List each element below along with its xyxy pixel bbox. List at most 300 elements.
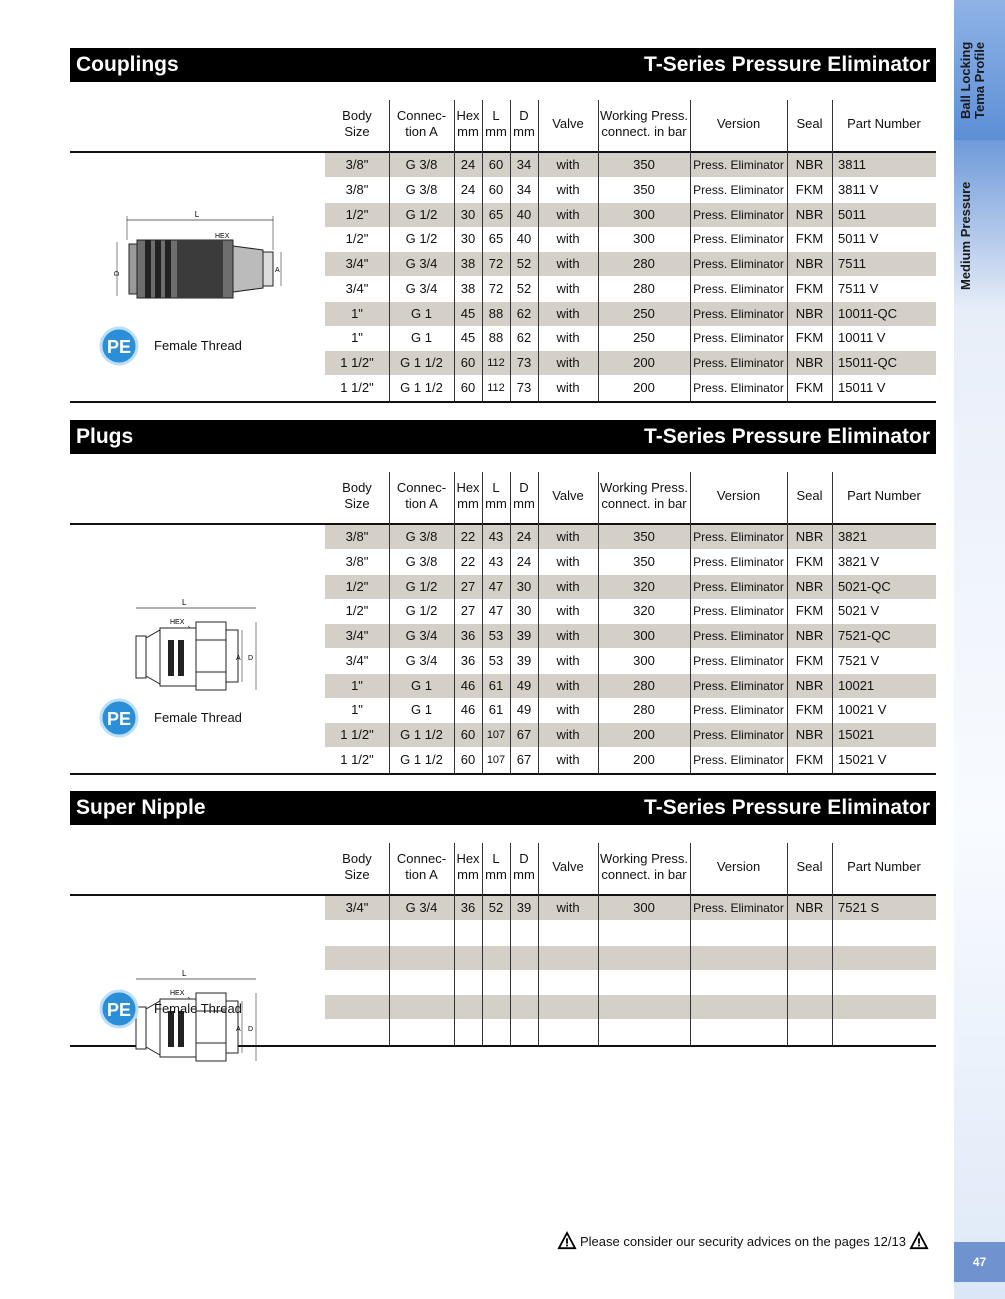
column-header-line: Working Press. <box>600 850 688 866</box>
pe-badge-icon <box>98 325 140 367</box>
column-divider <box>454 843 455 1045</box>
cell-version: Press. Eliminator <box>693 530 784 544</box>
cell-body-size: 3/4" <box>345 280 369 296</box>
cell-d: 49 <box>516 677 532 693</box>
cell-l: 53 <box>488 652 504 668</box>
section-subtitle: T-Series Pressure Eliminator <box>644 425 930 448</box>
column-header-line: mm <box>457 123 479 139</box>
column-header-line: Part Number <box>847 487 921 503</box>
column-header-line: mm <box>485 866 507 882</box>
security-notice <box>558 1232 928 1250</box>
table-row[interactable] <box>325 1020 936 1044</box>
svg-text:L: L <box>182 598 187 607</box>
cell-l: 61 <box>488 702 504 718</box>
cell-l: 47 <box>488 578 504 594</box>
cell-l: 61 <box>488 677 504 693</box>
cell-part-number <box>832 946 942 970</box>
cell-body-size: 3/8" <box>345 181 369 197</box>
warning-icon <box>910 1232 928 1250</box>
cell-valve: with <box>556 603 580 619</box>
cell-d: 67 <box>516 727 532 742</box>
column-header-version <box>690 100 787 147</box>
column-header-l <box>482 843 510 890</box>
cell-body-size <box>325 921 389 945</box>
cell-connection: G 3/8 <box>405 553 438 569</box>
column-header-line: mm <box>485 123 507 139</box>
cell-body-size: 1" <box>351 305 363 321</box>
column-header-line: connect. in bar <box>601 866 687 882</box>
cell-seal: NBR <box>795 677 824 693</box>
cell-working-press: 300 <box>633 206 655 222</box>
table-rule <box>70 401 936 403</box>
tab-medium-pressure-label: Medium Pressure <box>958 181 973 290</box>
cell-valve: with <box>556 305 580 321</box>
cell-part-number: 3821 V <box>838 553 880 569</box>
cell-connection <box>389 921 454 945</box>
cell-valve <box>538 946 598 970</box>
table-row[interactable] <box>325 748 936 772</box>
cell-d: 30 <box>516 603 532 619</box>
column-divider <box>598 472 599 773</box>
cell-connection: G 3/4 <box>405 256 438 271</box>
cell-hex: 30 <box>460 231 476 247</box>
cell-valve: with <box>556 379 580 395</box>
column-divider <box>538 843 539 1045</box>
column-divider <box>832 472 833 773</box>
cell-hex: 60 <box>460 355 476 370</box>
table-row[interactable] <box>325 723 936 747</box>
cell-part-number: 15021 <box>838 727 875 742</box>
cell-l: 52 <box>488 900 504 915</box>
cell-d <box>510 1020 538 1044</box>
table-row[interactable] <box>325 326 936 350</box>
cell-working-press: 300 <box>633 900 655 915</box>
table-row[interactable] <box>325 624 936 648</box>
cell-l: 112 <box>487 381 505 394</box>
cell-connection: G 1 1/2 <box>400 355 443 370</box>
column-header-working-press <box>598 100 690 147</box>
cell-d <box>510 946 538 970</box>
table-rule <box>70 773 936 775</box>
section-title: Couplings <box>76 53 179 76</box>
cell-body-size: 3/8" <box>345 529 369 544</box>
column-divider <box>787 100 788 401</box>
cell-version <box>690 921 787 945</box>
column-header-hex <box>454 472 482 519</box>
cell-l <box>482 1020 510 1044</box>
cell-seal <box>787 970 832 994</box>
cell-valve: with <box>556 529 580 544</box>
cell-seal: FKM <box>795 181 824 197</box>
column-header-line: Size <box>344 495 370 511</box>
column-header-line: connect. in bar <box>601 495 687 511</box>
column-header-line: mm <box>485 495 507 511</box>
cell-body-size: 3/4" <box>345 628 369 643</box>
cell-seal: FKM <box>795 280 824 296</box>
cell-hex: 27 <box>460 578 476 594</box>
cell-valve <box>538 921 598 945</box>
table-row[interactable] <box>325 649 936 673</box>
column-header-part-number <box>832 843 936 890</box>
svg-text:A: A <box>236 655 241 662</box>
column-header-line: Connec- <box>396 107 447 123</box>
cell-version <box>690 1020 787 1044</box>
cell-seal: FKM <box>795 330 824 346</box>
cell-d: 62 <box>516 330 532 346</box>
column-header-connection <box>389 472 454 519</box>
column-header-working-press <box>598 843 690 890</box>
column-divider <box>538 100 539 401</box>
cell-seal: FKM <box>795 751 824 767</box>
pe-badge-text: PE <box>106 337 132 357</box>
column-header-line: tion A <box>405 866 438 882</box>
cell-d: 62 <box>516 305 532 321</box>
cell-hex: 22 <box>460 553 476 569</box>
cell-seal: NBR <box>795 157 824 172</box>
cell-seal: NBR <box>795 206 824 222</box>
cell-body-size <box>325 995 389 1019</box>
section-subtitle: T-Series Pressure Eliminator <box>644 796 930 819</box>
column-header-line: Body <box>342 107 372 123</box>
cell-part-number <box>832 995 942 1019</box>
cell-hex <box>454 1020 482 1044</box>
table-row[interactable] <box>325 550 936 574</box>
column-header-line: Hex <box>456 107 480 123</box>
cell-body-size: 1 1/2" <box>340 379 374 395</box>
cell-l: 65 <box>488 206 504 222</box>
cell-l <box>482 946 510 970</box>
svg-text:D: D <box>248 1026 254 1033</box>
cell-d: 34 <box>516 181 532 197</box>
cell-valve: with <box>556 330 580 346</box>
cell-valve: with <box>556 677 580 693</box>
cell-seal: NBR <box>795 529 824 544</box>
cell-part-number: 15021 V <box>838 751 887 767</box>
column-divider <box>690 472 691 773</box>
coupling-drawing <box>115 210 285 310</box>
cell-connection <box>389 995 454 1019</box>
security-notice-text: Please consider our security advices on the pages 12/13 <box>580 1233 906 1249</box>
cell-version: Press. Eliminator <box>693 579 784 594</box>
column-header-body-size <box>325 100 389 147</box>
cell-working-press: 280 <box>633 702 655 718</box>
cell-hex: 24 <box>460 157 476 172</box>
cell-connection: G 1 <box>411 305 432 321</box>
cell-valve <box>538 1020 598 1044</box>
tab-medium-pressure[interactable] <box>954 140 1005 1280</box>
cell-hex: 30 <box>460 206 476 222</box>
cell-seal <box>787 1020 832 1044</box>
cell-d: 73 <box>516 355 532 370</box>
column-header-line: mm <box>457 495 479 511</box>
column-header-connection <box>389 843 454 890</box>
cell-connection: G 1 1/2 <box>400 751 443 767</box>
cell-connection: G 3/8 <box>405 529 438 544</box>
cell-working-press: 280 <box>633 677 655 693</box>
cell-body-size: 1/2" <box>345 603 369 619</box>
column-header-valve <box>538 100 598 147</box>
cell-seal: NBR <box>795 727 824 742</box>
cell-working-press: 320 <box>633 578 655 594</box>
cell-hex <box>454 995 482 1019</box>
cell-body-size <box>325 970 389 994</box>
cell-valve: with <box>556 231 580 247</box>
column-divider <box>510 472 511 773</box>
column-header-line: mm <box>513 866 535 882</box>
cell-working-press: 300 <box>633 628 655 643</box>
cell-seal: FKM <box>795 231 824 247</box>
column-divider <box>598 100 599 401</box>
cell-part-number <box>832 921 942 945</box>
cell-version: Press. Eliminator <box>693 158 784 172</box>
cell-hex: 46 <box>460 702 476 718</box>
column-header-line: Size <box>344 866 370 882</box>
cell-valve: with <box>556 280 580 296</box>
column-divider <box>389 843 390 1045</box>
cell-version: Press. Eliminator <box>693 331 784 346</box>
cell-working-press: 200 <box>633 355 655 370</box>
cell-seal <box>787 946 832 970</box>
cell-version: Press. Eliminator <box>693 554 784 569</box>
cell-hex: 36 <box>460 652 476 668</box>
column-header-line: Size <box>344 123 370 139</box>
cell-part-number: 15011 V <box>838 379 886 395</box>
cell-hex: 36 <box>460 628 476 643</box>
cell-working-press <box>598 995 690 1019</box>
column-header-line: tion A <box>405 123 438 139</box>
table-row[interactable] <box>325 946 936 970</box>
cell-seal: NBR <box>795 900 824 915</box>
cell-part-number <box>832 1020 942 1044</box>
cell-hex: 45 <box>460 330 476 346</box>
cell-body-size: 1/2" <box>345 206 369 222</box>
table-row[interactable] <box>325 921 936 945</box>
cell-part-number: 7511 V <box>838 280 879 296</box>
cell-version: Press. Eliminator <box>693 356 784 370</box>
cell-connection: G 1/2 <box>405 578 438 594</box>
table-row[interactable] <box>325 525 936 549</box>
column-header-seal <box>787 472 832 519</box>
cell-body-size: 1" <box>351 330 363 346</box>
cell-working-press: 200 <box>633 379 655 395</box>
table-row[interactable] <box>325 227 936 251</box>
cell-connection <box>389 1020 454 1044</box>
cell-d: 34 <box>516 157 532 172</box>
cell-working-press <box>598 921 690 945</box>
table-row[interactable] <box>325 599 936 623</box>
cell-hex <box>454 970 482 994</box>
cell-seal: NBR <box>795 628 824 643</box>
cell-hex: 60 <box>460 751 476 767</box>
cell-version: Press. Eliminator <box>693 281 784 296</box>
cell-d: 39 <box>516 900 532 915</box>
cell-hex: 60 <box>460 379 476 395</box>
warning-icon <box>558 1232 576 1250</box>
column-header-line: Seal <box>796 115 823 131</box>
table-row[interactable] <box>325 376 936 400</box>
cell-version: Press. Eliminator <box>693 604 784 619</box>
cell-version: Press. Eliminator <box>693 653 784 668</box>
cell-body-size: 1 1/2" <box>340 355 374 370</box>
column-header-hex <box>454 843 482 890</box>
cell-body-size: 3/8" <box>345 157 369 172</box>
cell-version: Press. Eliminator <box>693 232 784 247</box>
cell-valve: with <box>556 256 580 271</box>
cell-l: 47 <box>488 603 504 619</box>
cell-version: Press. Eliminator <box>693 257 784 271</box>
cell-connection: G 1/2 <box>405 206 438 222</box>
cell-hex: 46 <box>460 677 476 693</box>
column-divider <box>690 100 691 401</box>
column-header-seal <box>787 100 832 147</box>
cell-working-press: 280 <box>633 256 655 271</box>
cell-body-size: 1 1/2" <box>340 751 374 767</box>
cell-working-press: 200 <box>633 751 655 767</box>
cell-l: 72 <box>488 280 504 296</box>
table-row[interactable] <box>325 351 936 375</box>
cell-valve: with <box>556 206 580 222</box>
column-header-line: D <box>519 850 529 866</box>
pe-badge-text: PE <box>106 709 132 729</box>
cell-working-press: 300 <box>633 231 655 247</box>
column-header-line: Version <box>716 487 761 503</box>
cell-d: 40 <box>516 231 532 247</box>
column-header-part-number <box>832 100 936 147</box>
cell-working-press: 320 <box>633 603 655 619</box>
cell-l: 60 <box>488 181 504 197</box>
cell-version: Press. Eliminator <box>693 901 784 915</box>
column-header-line: Working Press. <box>600 107 688 123</box>
cell-version: Press. Eliminator <box>693 306 784 321</box>
column-header-line: Hex <box>456 479 480 495</box>
cell-hex: 38 <box>460 280 476 296</box>
column-divider <box>832 100 833 401</box>
column-header-line: Body <box>342 850 372 866</box>
cell-part-number: 7511 <box>838 256 866 271</box>
cell-d: 39 <box>516 652 532 668</box>
cell-d: 73 <box>516 379 532 395</box>
cell-body-size: 3/4" <box>345 900 369 915</box>
column-header-line: Seal <box>796 858 823 874</box>
table-row[interactable] <box>325 302 936 326</box>
column-divider <box>787 472 788 773</box>
cell-seal: NBR <box>795 256 824 271</box>
plug-drawing <box>132 600 262 690</box>
cell-body-size: 3/4" <box>345 652 369 668</box>
cell-connection: G 3/4 <box>405 900 438 915</box>
column-header-body-size <box>325 843 389 890</box>
cell-connection: G 1 <box>411 702 432 718</box>
cell-l <box>482 970 510 994</box>
cell-part-number: 5021-QC <box>838 578 891 594</box>
cell-l: 43 <box>488 553 504 569</box>
cell-version: Press. Eliminator <box>693 207 784 222</box>
column-header-hex <box>454 100 482 147</box>
cell-valve: with <box>556 652 580 668</box>
cell-l: 53 <box>488 628 504 643</box>
table-row[interactable] <box>325 252 936 276</box>
table-row[interactable] <box>325 970 936 994</box>
column-header-line: Connec- <box>396 479 447 495</box>
table-row[interactable] <box>325 896 936 920</box>
cell-body-size <box>325 1020 389 1044</box>
table-row[interactable] <box>325 277 936 301</box>
cell-working-press: 250 <box>633 305 655 321</box>
cell-version <box>690 946 787 970</box>
cell-part-number: 10011-QC <box>838 305 898 321</box>
cell-working-press: 280 <box>633 280 655 296</box>
column-divider <box>510 100 511 401</box>
cell-version <box>690 970 787 994</box>
table-row[interactable] <box>325 995 936 1019</box>
column-divider <box>690 843 691 1045</box>
cell-part-number: 3811 <box>838 157 866 172</box>
svg-text:HEX: HEX <box>170 990 185 997</box>
table-row[interactable] <box>325 178 936 202</box>
cell-d: 40 <box>516 206 532 222</box>
cell-part-number: 5011 V <box>838 231 879 247</box>
section-title: Plugs <box>76 425 134 448</box>
cell-valve <box>538 970 598 994</box>
cell-seal: FKM <box>795 379 824 395</box>
column-header-line: Working Press. <box>600 479 688 495</box>
section-title: Super Nipple <box>76 796 206 819</box>
svg-text:HEX: HEX <box>170 619 185 626</box>
cell-hex: 27 <box>460 603 476 619</box>
section-header-bar <box>70 791 936 825</box>
cell-d <box>510 970 538 994</box>
cell-part-number: 5011 <box>838 206 866 222</box>
column-divider <box>454 472 455 773</box>
column-divider <box>482 100 483 401</box>
cell-d: 24 <box>516 529 532 544</box>
cell-connection: G 3/4 <box>405 628 438 643</box>
column-header-line: L <box>492 107 500 123</box>
cell-working-press: 350 <box>633 553 655 569</box>
cell-connection: G 1/2 <box>405 603 438 619</box>
cell-working-press <box>598 1020 690 1044</box>
thread-label: Female Thread <box>154 1001 242 1016</box>
cell-connection: G 1 <box>411 330 432 346</box>
column-header-d <box>510 472 538 519</box>
cell-body-size: 1" <box>351 702 363 718</box>
pe-badge-text: PE <box>106 1000 132 1020</box>
table-row[interactable] <box>325 153 936 177</box>
cell-version: Press. Eliminator <box>693 629 784 643</box>
cell-d: 24 <box>516 553 532 569</box>
cell-seal <box>787 995 832 1019</box>
table-row[interactable] <box>325 575 936 599</box>
cell-d: 30 <box>516 578 532 594</box>
table-row[interactable] <box>325 698 936 722</box>
column-header-line: L <box>492 850 500 866</box>
cell-hex: 38 <box>460 256 476 271</box>
pe-badge-icon <box>98 988 140 1030</box>
table-row[interactable] <box>325 203 936 227</box>
cell-valve: with <box>556 157 580 172</box>
cell-working-press: 350 <box>633 181 655 197</box>
cell-part-number: 5021 V <box>838 603 880 619</box>
cell-hex: 36 <box>460 900 476 915</box>
cell-valve: with <box>556 628 580 643</box>
cell-part-number: 7521 V <box>838 652 880 668</box>
column-divider <box>482 472 483 773</box>
cell-valve: with <box>556 727 580 742</box>
cell-valve: with <box>556 900 580 915</box>
cell-l: 88 <box>488 330 504 346</box>
table-row[interactable] <box>325 674 936 698</box>
cell-connection: G 3/8 <box>405 157 438 172</box>
